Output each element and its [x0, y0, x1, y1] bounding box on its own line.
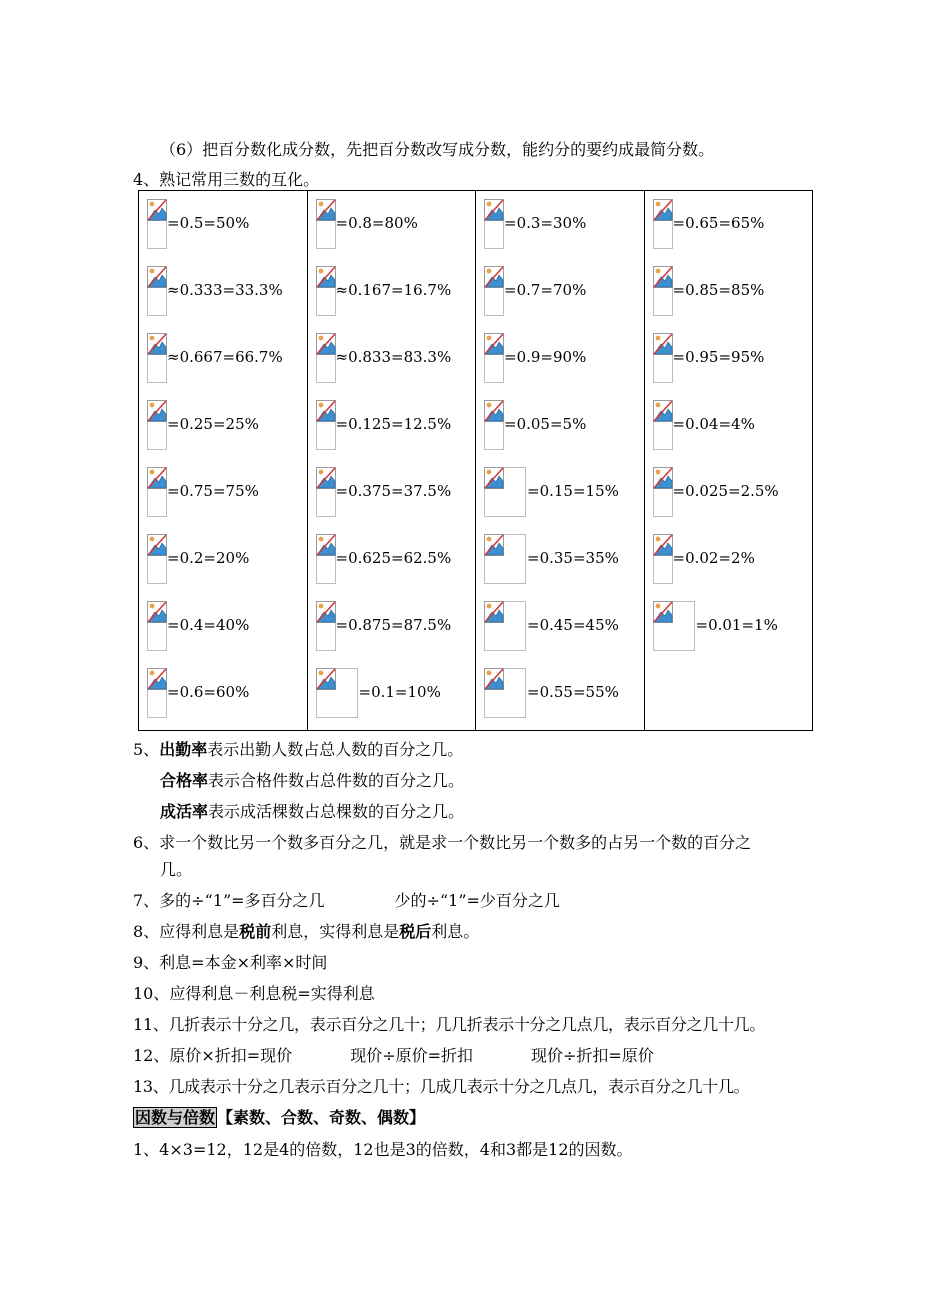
conversion-value: =0.5=50%: [167, 214, 250, 232]
conversion-value: =0.2=20%: [167, 549, 250, 567]
broken-image-icon: [653, 601, 695, 651]
conversion-value: =0.6=60%: [167, 683, 250, 701]
broken-image-icon: [484, 467, 526, 517]
conversion-value: =0.65=65%: [672, 214, 765, 232]
item-5-survival-rate: 成活率表示成活棵数占总棵数的百分之几。: [160, 802, 465, 821]
conversion-value: =0.01=1%: [695, 616, 778, 634]
broken-image-icon: [147, 467, 167, 517]
broken-image-icon: [147, 199, 167, 249]
item-12: 12、原价×折扣=现价 现价÷原价=折扣 现价÷折扣=原价: [133, 1046, 654, 1065]
conversion-value: =0.45=45%: [527, 616, 619, 634]
item-7: 7、多的÷“1”=多百分之几 少的÷“1”=少百分之几: [133, 891, 560, 910]
conversion-value: =0.55=55%: [527, 683, 619, 701]
conversion-value: =0.9=90%: [504, 348, 587, 366]
conversion-column-2: [307, 191, 476, 731]
term-attendance-rate: 出勤率: [159, 740, 208, 759]
conversion-value: =0.75=75%: [167, 482, 259, 500]
broken-image-icon: [653, 266, 673, 316]
broken-image-icon: [484, 199, 504, 249]
broken-image-icon: [147, 333, 167, 383]
heading-highlight: 因数与倍数: [135, 1108, 216, 1127]
broken-image-icon: [653, 400, 673, 450]
item-5-pass-rate: 合格率表示合格件数占总件数的百分之几。: [160, 771, 465, 790]
conversion-value: =0.375=37.5%: [335, 482, 452, 500]
term-survival-rate: 成活率: [160, 802, 209, 821]
conversion-column-3: [476, 191, 645, 731]
conversion-value: =0.05=5%: [504, 415, 587, 433]
conversion-value: ≈0.667=66.7%: [167, 348, 283, 366]
conversion-value: =0.1=10%: [358, 683, 441, 701]
broken-image-icon: [316, 601, 336, 651]
item-5-attendance: 5、出勤率表示出勤人数占总人数的百分之几。: [133, 740, 464, 759]
broken-image-icon: [147, 400, 167, 450]
broken-image-icon: [484, 668, 526, 718]
broken-image-icon: [484, 534, 526, 584]
conversion-column-4: [644, 191, 813, 731]
broken-image-icon: [316, 266, 336, 316]
conversion-value: =0.8=80%: [335, 214, 418, 232]
conversion-value: =0.4=40%: [167, 616, 250, 634]
item-6-line-2: 几。: [160, 860, 193, 879]
conversion-value: =0.02=2%: [672, 549, 755, 567]
term-pass-rate: 合格率: [160, 771, 209, 790]
item-9: 9、利息=本金×利率×时间: [133, 953, 328, 972]
broken-image-icon: [653, 467, 673, 517]
broken-image-icon: [653, 199, 673, 249]
item-4-heading: 4、熟记常用三数的互化。: [133, 170, 320, 189]
broken-image-icon: [653, 333, 673, 383]
section-heading-factors-multiples: 因数与倍数 【素数、合数、奇数、偶数】: [135, 1108, 426, 1127]
conversion-value: =0.125=12.5%: [335, 415, 452, 433]
broken-image-icon: [147, 601, 167, 651]
item-10: 10、应得利息－利息税=实得利息: [133, 984, 375, 1003]
item-1-factors: 1、4×3=12，12是4的倍数，12也是3的倍数，4和3都是12的因数。: [133, 1140, 633, 1159]
conversion-value: =0.35=35%: [527, 549, 619, 567]
broken-image-icon: [147, 668, 167, 718]
conversion-value: =0.3=30%: [504, 214, 587, 232]
broken-image-icon: [316, 534, 336, 584]
item-8: 8、应得利息是税前利息，实得利息是税后利息。: [133, 922, 480, 941]
conversion-value: ≈0.333=33.3%: [167, 281, 283, 299]
conversion-value: ≈0.167=16.7%: [335, 281, 452, 299]
broken-image-icon: [484, 266, 504, 316]
conversion-value: =0.025=2.5%: [672, 482, 779, 500]
item-13: 13、几成表示十分之几表示百分之几十；几成几表示十分之几点几，表示百分之几十几。: [133, 1077, 750, 1096]
broken-image-icon: [484, 400, 504, 450]
conversion-value: =0.04=4%: [672, 415, 755, 433]
broken-image-icon: [316, 199, 336, 249]
conversion-value: =0.875=87.5%: [335, 616, 452, 634]
broken-image-icon: [147, 266, 167, 316]
item-11: 11、几折表示十分之几，表示百分之几十；几几折表示十分之几点几，表示百分之几十几。: [133, 1015, 766, 1034]
broken-image-icon: [484, 601, 526, 651]
broken-image-icon: [316, 467, 336, 517]
conversion-table: [138, 190, 813, 731]
broken-image-icon: [316, 400, 336, 450]
broken-image-icon: [653, 534, 673, 584]
item-6-line-1: 6、求一个数比另一个数多百分之几，就是求一个数比另一个数多的占另一个数的百分之: [133, 833, 752, 852]
broken-image-icon: [147, 534, 167, 584]
conversion-value: =0.25=25%: [167, 415, 259, 433]
conversion-value: =0.625=62.5%: [335, 549, 452, 567]
broken-image-icon: [484, 333, 504, 383]
conversion-value: =0.95=95%: [672, 348, 765, 366]
conversion-column-1: [139, 191, 308, 731]
broken-image-icon: [316, 668, 358, 718]
conversion-value: =0.85=85%: [672, 281, 765, 299]
broken-image-icon: [316, 333, 336, 383]
conversion-value: =0.15=15%: [527, 482, 619, 500]
conversion-value: ≈0.833=83.3%: [335, 348, 452, 366]
conversion-value: =0.7=70%: [504, 281, 587, 299]
item-6-subpoint: （6）把百分数化成分数，先把百分数改写成分数，能约分的要约成最简分数。: [160, 140, 715, 159]
